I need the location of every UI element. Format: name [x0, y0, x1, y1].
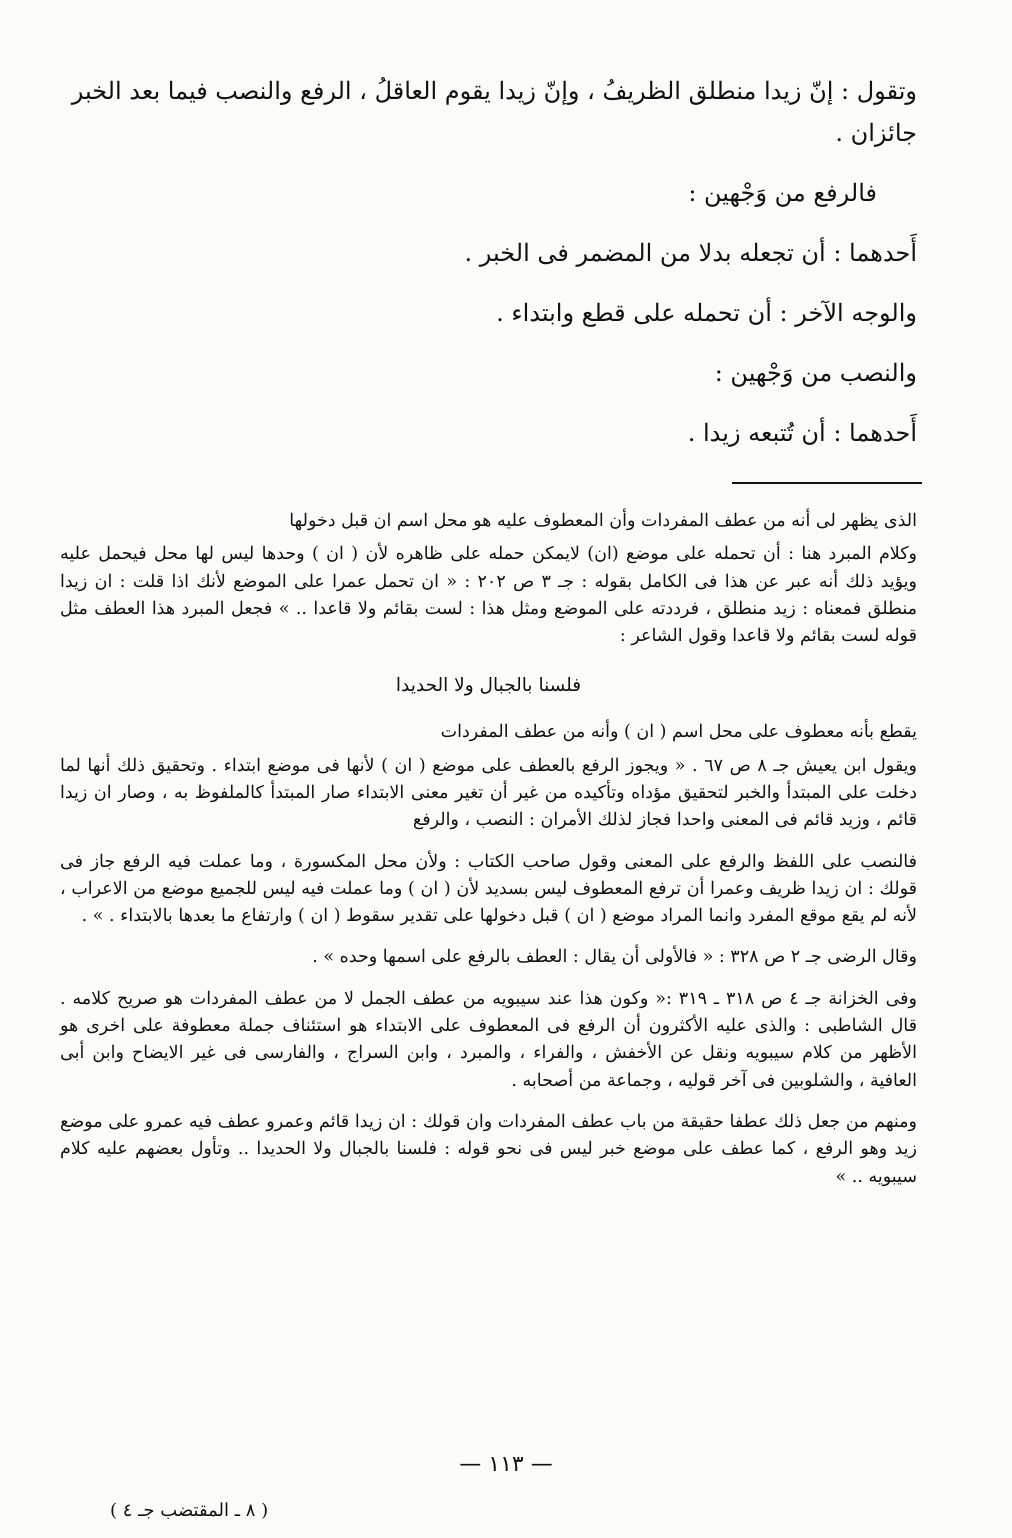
- main-text: [40, 70, 917, 454]
- main-line-2: فالرفع من وَجْهين :: [688, 179, 877, 207]
- main-line-3: أَحدهما : أن تجعله بدلا من المضمر فى الخبر .: [464, 239, 917, 267]
- footnotes: [60, 508, 917, 1197]
- main-line-5: والنصب من وَجْهين :: [714, 359, 917, 387]
- main-line-1: وتقول : إنّ زيدا منطلق الظريفُ ، وإنّ زيدا يقوم العاقلُ ، الرفع والنصب فيما بعد الخبر جائزان .: [71, 77, 917, 147]
- main-line-6: أَحدهما : أن تُتبعه زيدا .: [687, 419, 917, 447]
- main-line-4: والوجه الآخر : أن تحمله على قطع وابتداء .: [496, 299, 917, 327]
- page-number: — ١١٣ —: [459, 1452, 553, 1477]
- footnote-paragraph-6: وقال الرضى جـ ٢ ص ٣٢٨ : « فالأولى أن يقال : العطف بالرفع على اسمها وحده » .: [312, 947, 917, 968]
- footnote-paragraph-7: وفى الخزانة جـ ٤ ص ٣١٨ ـ ٣١٩ :« وكون هذا عند سيبويه من عطف الجمل لا من عطف المفردات هو صريح كلامه . قال الشاطبى : والذى عليه الأكثرون أن الرفع فى المعطوف على الابتداء هو استئناف جملة معطوفة على اخرى هو الأظهر من كلام سيبويه ونقل عن الأخفش ، والفراء ، والمبرد ، وابن السراج ، والفارسى فى غير الايضاح وابن أبى العافية ، والشلوبين فى آخر قوليه ، وجماعة من أصحابه .: [60, 988, 917, 1091]
- footnote-divider: [732, 482, 922, 484]
- footnote-paragraph-1: الذى يظهر لى أنه من عطف المفردات وأن المعطوف عليه هو محل اسم ان قبل دخولها: [289, 511, 917, 531]
- footnote-paragraph-2: وكلام المبرد هنا : أن تحمله على موضع (ان) لايمكن حمله على ظاهره لأن ( ان ) وحدها ليس لها محل فيحمل عليه ويؤيد ذلك أنه عبر عن هذا فى الكامل بقوله : جـ ٣ ص ٢٠٢ : « ان تحمل عمرا على الموضع لأنك اذا قلت : ان زيدا منطلق فمعناه : زيد منطلق ، فرددته على الموضع ومثل هذا : لست بقائم ولا قاعدا .. » فجعل المبرد هذا العطف مثل قوله لست بقائم ولا قاعدا وقول الشاعر :: [60, 544, 917, 647]
- book-signature-footer: ( ٨ ـ المقتضب جـ ٤ ): [110, 1500, 269, 1521]
- footnote-paragraph-4: ويقول ابن يعيش جـ ٨ ص ٦٧ . « ويجوز الرفع بالعطف على موضع ( ان ) لأنها فى موضع ابتداء . وتحقيق ذلك أنها لما دخلت على المبتدأ والخبر لتحقيق مؤداه وتأكيده من غير أن تغير معنى الابتداء صار المبتدأ كالملفوظ به ، وصار ان زيدا قائم ، وزيد قائم فى المعنى واحدا فجاز لذلك الأمران : النصب ، والرفع: [60, 755, 917, 831]
- footnote-verse: فلسنا بالجبال ولا الحديدا: [395, 675, 582, 697]
- footnote-paragraph-8: ومنهم من جعل ذلك عطفا حقيقة من باب عطف المفردات وان قولك : ان زيدا قائم وعمرو عطف فيه عمرو على موضع زيد وهو الرفع ، كما عطف على موضع خبر ليس فى نحو قوله : فلسنا بالجبال ولا الحديدا .. وتأول بعضهم عليه كلام سيبويه .. »: [60, 1111, 917, 1187]
- footnote-paragraph-3: يقطع بأنه معطوف على محل اسم ( ان ) وأنه من عطف المفردات: [440, 722, 917, 743]
- footnote-paragraph-5: فالنصب على اللفظ والرفع على المعنى وقول صاحب الكتاب : ولأن محل المكسورة ، وما عملت فيه الرفع جاز فى قولك : ان زيدا ظريف وعمرا أن ترفع المعطوف ليس بسديد لأن ( ان ) وما عملت فيه ليس للجميع موضع من الاعراب ، لأنه لم يقع موقع المفرد وانما المراد موضع ( ان ) قبل دخولها على تقدير سقوط ( ان ) وارتفاع ما بعدها بالابتداء . » .: [60, 851, 917, 927]
